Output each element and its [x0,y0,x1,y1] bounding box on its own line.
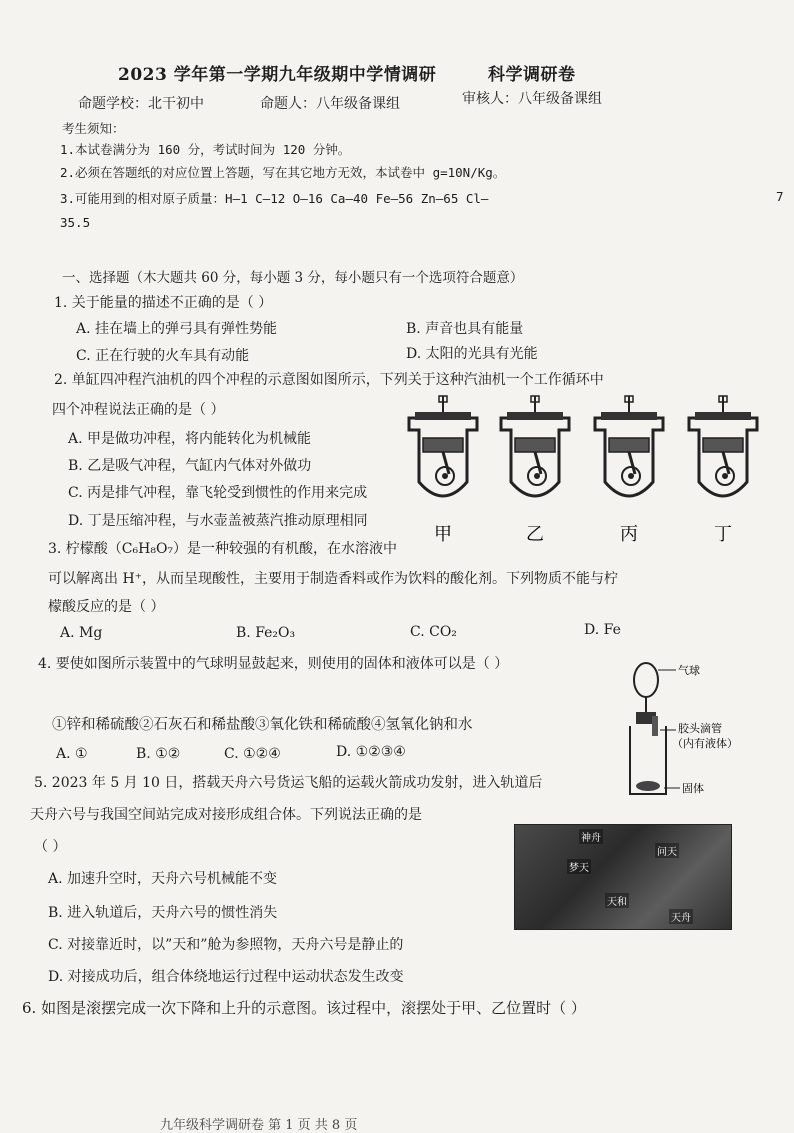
engine-jia [409,396,477,496]
edge-mark: 7 [776,189,784,204]
q6-stem: 6. 如图是滚摆完成一次下降和上升的示意图。该过程中，滚摆处于甲、乙位置时（ ） [22,999,586,1017]
q1-option-a: A. 挂在墙上的弹弓具有弹性势能 [76,321,278,337]
reviewer-label: 审核人：八年级备课组 [462,91,602,107]
q5-paren: （ ） [34,839,67,855]
q3-option-d: D. Fe [584,622,621,638]
q3-option-c: C. CO₂ [410,624,457,640]
photo-label-mengtian: 梦天 [567,859,591,874]
q5-option-c: C. 对接靠近时，以”天和”舱为参照物，天舟六号是静止的 [48,937,404,953]
photo-label-wentian: 问天 [655,843,679,858]
engine-bing [595,396,663,496]
q1-option-c: C. 正在行驶的火车具有动能 [76,348,250,364]
q2-option-a: A. 甲是做功冲程，将内能转化为机械能 [68,431,312,447]
engine-label-jia: 甲 [434,524,452,545]
notice-line-3: 3.可能用到的相对原子质量：H—1 C—12 O—16 Ca—40 Fe—56 Zn—65 Cl— [60,191,489,206]
q4-option-a: A. ① [56,746,88,762]
q2-option-c: C. 丙是排气冲程，靠飞轮受到惯性的作用来完成 [68,485,368,501]
section-heading: 一、选择题（木大题共 60 分，每小题 3 分，每小题只有一个选项符合题意） [62,270,524,286]
solid-icon [636,781,660,791]
q2-option-d: D. 丁是压缩冲程，与水壶盖被蒸汽推动原理相同 [68,513,368,529]
engine-ding [689,396,757,496]
balloon-apparatus-figure [620,660,790,800]
dropper-label-2: （内有液体） [672,737,738,750]
q2-option-b: B. 乙是吸气冲程，气缸内气体对外做功 [68,458,312,474]
engine-label-yi: 乙 [526,524,544,545]
q1-option-d: D. 太阳的光具有光能 [406,346,538,362]
subject-title: 科学调研卷 [488,65,576,85]
space-station-photo [514,824,732,930]
q4-choices: ①锌和稀硫酸②石灰石和稀盐酸③氧化铁和稀硫酸④氢氧化钠和水 [52,717,473,733]
school-label: 命题学校：北干初中 [78,96,204,112]
q5-option-a: A. 加速升空时，天舟六号机械能不变 [48,871,278,887]
dropper-label: 胶头滴管 [678,722,722,735]
balloon-label: 气球 [678,664,700,677]
q5-stem-line-1: 5. 2023 年 5 月 10 日，搭载天舟六号货运飞船的运载火箭成功发射，进入轨道后 [34,775,543,791]
q4-option-d: D. ①②③④ [336,744,406,760]
q3-stem-line-2: 可以解离出 H⁺，从而呈现酸性，主要用于制造香料或作为饮料的酸化剂。下列物质不能与柠 [48,571,619,587]
q3-option-b: B. Fe₂O₃ [236,625,296,641]
q3-stem-line-1: 3. 柠檬酸（C₆H₈O₇）是一种较强的有机酸，在水溶液中 [48,541,398,557]
q5-option-b: B. 进入轨道后，天舟六号的惯性消失 [48,905,278,921]
solid-label: 固体 [682,782,704,795]
balloon-icon [634,663,658,697]
notice-heading: 考生须知： [62,121,125,136]
notice-line-2: 2.必须在答题纸的对应位置上答题，写在其它地方无效，本试卷中 g=10N/Kg。 [60,165,506,180]
q1-option-b: B. 声音也具有能量 [406,321,524,337]
photo-label-tianhe: 天和 [605,893,629,908]
notice-line-3b: 35.5 [60,215,91,230]
q5-stem-line-2: 天舟六号与我国空间站完成对接形成组合体。下列说法正确的是 [30,807,422,823]
engine-label-ding: 丁 [714,524,732,545]
engine-label-bing: 丙 [620,524,638,545]
q4-option-b: B. ①② [136,746,181,762]
photo-label-tianzhou: 天舟 [669,909,693,924]
q1-stem: 1. 关于能量的描述不正确的是（ ） [54,295,273,311]
page-footer: 九年级科学调研卷 第 1 页 共 8 页 [160,1118,358,1133]
photo-label-shenzhou: 神舟 [579,829,603,844]
q3-stem-line-3: 檬酸反应的是（ ） [48,599,165,615]
q2-stem-line-2: 四个冲程说法正确的是（ ） [52,402,225,418]
notice-line-1: 1.本试卷满分为 160 分，考试时间为 120 分钟。 [60,142,351,157]
engine-strokes-figure [405,392,790,552]
q2-stem-line-1: 2. 单缸四冲程汽油机的四个冲程的示意图如图所示，下列关于这种汽油机一个工作循环中 [54,372,604,388]
page-title: 2023 学年第一学期九年级期中学情调研 [118,65,437,85]
q4-option-c: C. ①②④ [224,746,281,762]
author-label: 命题人：八年级备课组 [260,96,400,112]
dropper-icon [652,716,658,736]
engine-yi [501,396,569,496]
q4-stem: 4. 要使如图所示装置中的气球明显鼓起来，则使用的固体和液体可以是（ ） [38,656,509,672]
q5-option-d: D. 对接成功后，组合体绕地运行过程中运动状态发生改变 [48,969,404,985]
q3-option-a: A. Mg [60,625,103,641]
